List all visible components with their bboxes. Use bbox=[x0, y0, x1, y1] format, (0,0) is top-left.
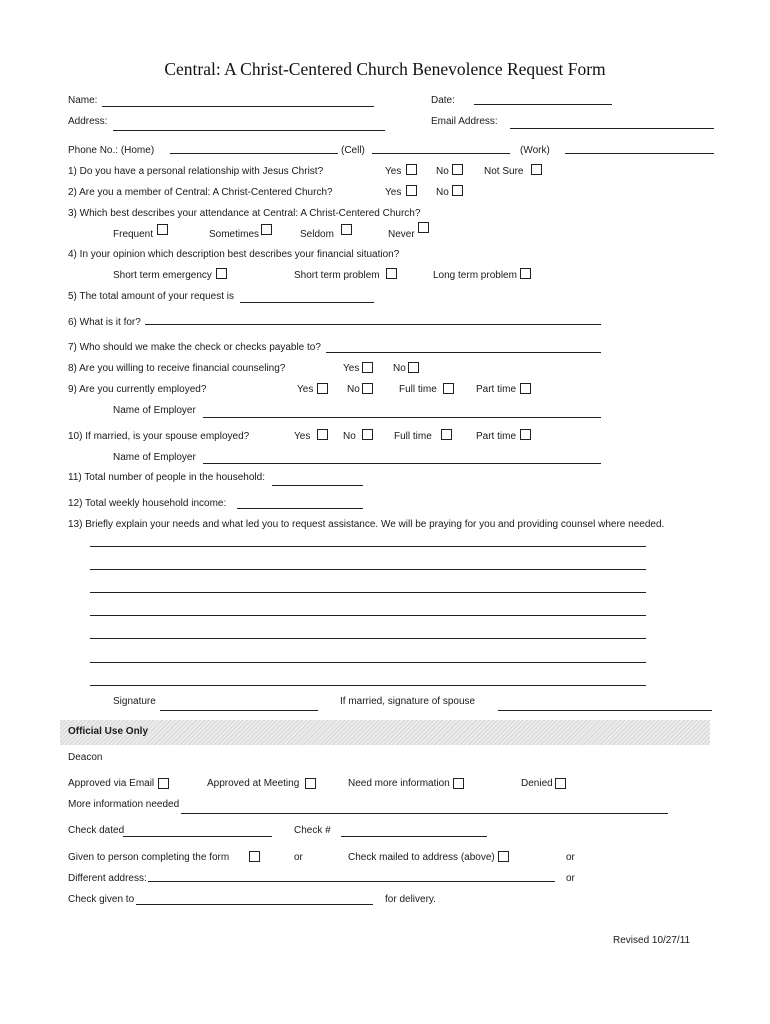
q1-not-sure-label: Not Sure bbox=[484, 166, 524, 177]
explanation-line[interactable] bbox=[90, 615, 646, 616]
question-9: 9) Are you currently employed? bbox=[68, 384, 207, 395]
form-title: Central: A Christ-Centered Church Benevolence Request Form bbox=[164, 59, 606, 79]
name-label: Name: bbox=[68, 95, 98, 106]
q1-yes-label: Yes bbox=[385, 166, 402, 177]
question-12: 12) Total weekly household income: bbox=[68, 498, 227, 509]
question-8: 8) Are you willing to receive financial counseling? bbox=[68, 363, 286, 374]
need-more-info-label: Need more information bbox=[348, 778, 450, 789]
q1-yes-checkbox[interactable] bbox=[406, 164, 417, 175]
email-label: Email Address: bbox=[431, 116, 498, 127]
q3-frequent-checkbox[interactable] bbox=[157, 224, 168, 235]
q3-seldom-label: Seldom bbox=[300, 229, 334, 240]
payable-to-field[interactable] bbox=[326, 352, 601, 353]
question-10: 10) If married, is your spouse employed? bbox=[68, 431, 250, 442]
q2-no-checkbox[interactable] bbox=[452, 185, 463, 196]
address-label: Address: bbox=[68, 116, 108, 127]
phone-work-field[interactable] bbox=[565, 153, 714, 154]
q9-full-time-label: Full time bbox=[399, 384, 437, 395]
question-7: 7) Who should we make the check or checks payable to? bbox=[68, 342, 321, 353]
phone-home-field[interactable] bbox=[170, 153, 338, 154]
explanation-line[interactable] bbox=[90, 638, 646, 639]
check-date-field[interactable] bbox=[123, 836, 272, 837]
q4-short-problem-checkbox[interactable] bbox=[386, 268, 397, 279]
given-to-person-label: Given to person completing the form bbox=[68, 852, 230, 863]
household-size-field[interactable] bbox=[272, 485, 363, 486]
approved-email-checkbox[interactable] bbox=[158, 778, 169, 789]
check-dated-label: Check dated bbox=[68, 825, 125, 836]
q9-yes-checkbox[interactable] bbox=[317, 383, 328, 394]
q1-no-label: No bbox=[436, 166, 449, 177]
or-text: or bbox=[566, 873, 575, 884]
date-field[interactable] bbox=[474, 104, 612, 105]
q10-full-time-checkbox[interactable] bbox=[441, 429, 452, 440]
denied-label: Denied bbox=[521, 778, 553, 789]
q10-full-time-label: Full time bbox=[394, 431, 432, 442]
approved-email-label: Approved via Email bbox=[68, 778, 155, 789]
different-address-label: Different address: bbox=[68, 873, 147, 884]
q10-no-label: No bbox=[343, 431, 356, 442]
question-11: 11) Total number of people in the household: bbox=[68, 472, 265, 483]
approved-meeting-label: Approved at Meeting bbox=[207, 778, 300, 789]
phone-work-label: (Work) bbox=[520, 145, 550, 156]
date-label: Date: bbox=[431, 95, 455, 106]
spouse-signature-field[interactable] bbox=[498, 710, 712, 711]
or-text: or bbox=[294, 852, 303, 863]
q10-yes-label: Yes bbox=[294, 431, 311, 442]
different-address-field[interactable] bbox=[148, 881, 555, 882]
explanation-line[interactable] bbox=[90, 546, 646, 547]
or-text: or bbox=[566, 852, 575, 863]
q8-yes-checkbox[interactable] bbox=[362, 362, 373, 373]
q10-part-time-label: Part time bbox=[476, 431, 517, 442]
q3-sometimes-label: Sometimes bbox=[209, 229, 260, 240]
check-number-field[interactable] bbox=[341, 836, 487, 837]
q9-no-checkbox[interactable] bbox=[362, 383, 373, 394]
signature-field[interactable] bbox=[160, 710, 318, 711]
q4-long-problem-label: Long term problem bbox=[433, 270, 517, 281]
q3-seldom-checkbox[interactable] bbox=[341, 224, 352, 235]
approved-meeting-checkbox[interactable] bbox=[305, 778, 316, 789]
check-mailed-label: Check mailed to address (above) bbox=[348, 852, 495, 863]
revised-date: Revised 10/27/11 bbox=[613, 935, 691, 946]
question-13: 13) Briefly explain your needs and what led you to request assistance. We will be praying for you and providing counsel where needed. bbox=[68, 519, 665, 530]
explanation-line[interactable] bbox=[90, 592, 646, 593]
check-mailed-checkbox[interactable] bbox=[498, 851, 509, 862]
q10-employer-label: Name of Employer bbox=[113, 452, 196, 463]
q2-no-label: No bbox=[436, 187, 449, 198]
q3-never-label: Never bbox=[388, 229, 415, 240]
q8-no-label: No bbox=[393, 363, 406, 374]
q10-part-time-checkbox[interactable] bbox=[520, 429, 531, 440]
phone-home-label: Phone No.: (Home) bbox=[68, 145, 155, 156]
more-info-field[interactable] bbox=[181, 813, 668, 814]
check-given-to-field[interactable] bbox=[136, 904, 373, 905]
q4-short-emergency-label: Short term emergency bbox=[113, 270, 212, 281]
question-2: 2) Are you a member of Central: A Christ-Centered Church? bbox=[68, 187, 333, 198]
spouse-employer-field[interactable] bbox=[203, 463, 601, 464]
deacon-label: Deacon bbox=[68, 752, 103, 763]
request-purpose-field[interactable] bbox=[145, 324, 601, 325]
employer-field[interactable] bbox=[203, 417, 601, 418]
q2-yes-label: Yes bbox=[385, 187, 402, 198]
explanation-line[interactable] bbox=[90, 569, 646, 570]
q8-yes-label: Yes bbox=[343, 363, 360, 374]
signature-label: Signature bbox=[113, 696, 156, 707]
q2-yes-checkbox[interactable] bbox=[406, 185, 417, 196]
weekly-income-field[interactable] bbox=[237, 508, 363, 509]
request-amount-field[interactable] bbox=[240, 302, 374, 303]
address-field[interactable] bbox=[113, 130, 385, 131]
phone-cell-label: (Cell) bbox=[341, 145, 365, 156]
phone-cell-field[interactable] bbox=[372, 153, 510, 154]
q9-full-time-checkbox[interactable] bbox=[443, 383, 454, 394]
q10-no-checkbox[interactable] bbox=[362, 429, 373, 440]
denied-checkbox[interactable] bbox=[555, 778, 566, 789]
explanation-line[interactable] bbox=[90, 662, 646, 663]
name-field[interactable] bbox=[102, 106, 374, 107]
q9-part-time-label: Part time bbox=[476, 384, 517, 395]
check-number-label: Check # bbox=[294, 825, 331, 836]
question-5: 5) The total amount of your request is bbox=[68, 291, 235, 302]
official-use-title: Official Use Only bbox=[68, 726, 149, 737]
q1-no-checkbox[interactable] bbox=[452, 164, 463, 175]
explanation-line[interactable] bbox=[90, 685, 646, 686]
q9-employer-label: Name of Employer bbox=[113, 405, 196, 416]
q9-no-label: No bbox=[347, 384, 360, 395]
q4-short-emergency-checkbox[interactable] bbox=[216, 268, 227, 279]
need-more-info-checkbox[interactable] bbox=[453, 778, 464, 789]
q8-no-checkbox[interactable] bbox=[408, 362, 419, 373]
q10-yes-checkbox[interactable] bbox=[317, 429, 328, 440]
official-use-header bbox=[60, 720, 710, 745]
question-1: 1) Do you have a personal relationship with Jesus Christ? bbox=[68, 166, 324, 177]
more-info-needed-label: More information needed bbox=[68, 799, 180, 810]
question-3: 3) Which best describes your attendance at Central: A Christ-Centered Church? bbox=[68, 208, 421, 219]
check-given-to-label: Check given to bbox=[68, 894, 135, 905]
email-field[interactable] bbox=[510, 128, 714, 129]
q3-frequent-label: Frequent bbox=[113, 229, 154, 240]
for-delivery-text: for delivery. bbox=[385, 894, 436, 905]
q3-never-checkbox[interactable] bbox=[418, 222, 429, 233]
q1-not-sure-checkbox[interactable] bbox=[531, 164, 542, 175]
q4-long-problem-checkbox[interactable] bbox=[520, 268, 531, 279]
question-6: 6) What is it for? bbox=[68, 317, 141, 328]
q9-yes-label: Yes bbox=[297, 384, 314, 395]
q4-short-problem-label: Short term problem bbox=[294, 270, 380, 281]
given-to-person-checkbox[interactable] bbox=[249, 851, 260, 862]
q3-sometimes-checkbox[interactable] bbox=[261, 224, 272, 235]
q9-part-time-checkbox[interactable] bbox=[520, 383, 531, 394]
question-4: 4) In your opinion which description best describes your financial situation? bbox=[68, 249, 400, 260]
spouse-signature-label: If married, signature of spouse bbox=[340, 696, 476, 707]
